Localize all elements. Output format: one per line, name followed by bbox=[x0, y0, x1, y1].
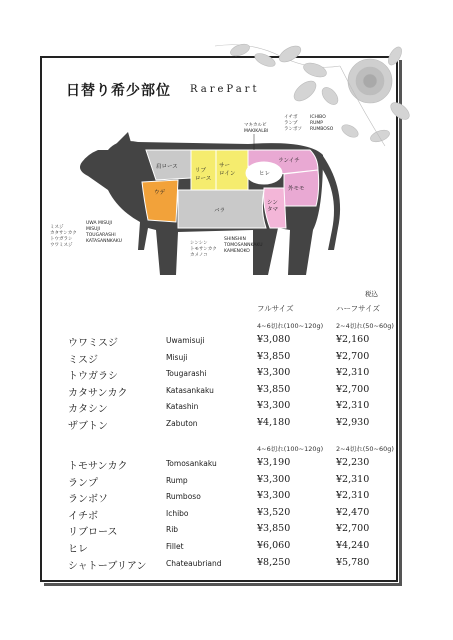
price-half: ¥2,160 bbox=[336, 334, 370, 345]
price-half: ¥2,310 bbox=[336, 473, 370, 485]
price-half: ¥2,700 bbox=[336, 350, 370, 362]
price-full: ¥3,300 bbox=[257, 367, 291, 379]
section2-full-note: 4~6切れ(100~120g) bbox=[257, 445, 324, 453]
cut-udo bbox=[142, 180, 178, 222]
item-name-jp: カタシン bbox=[68, 404, 108, 416]
callout-right-jp-2: ランボソ bbox=[284, 127, 302, 132]
callout-bottom-jp-1: トモサンカク bbox=[190, 247, 217, 252]
label-sotomomo: 外モモ bbox=[288, 186, 305, 192]
price-full: ¥3,080 bbox=[257, 334, 291, 345]
label-shintama-line1: シン bbox=[267, 200, 278, 206]
callout-bottom-en-1: TOMOSANNKAKU bbox=[224, 243, 263, 248]
callout-left-jp-0: ミスジ bbox=[50, 225, 64, 230]
price-full: ¥3,850 bbox=[257, 383, 291, 395]
label-rib-line1: リブ bbox=[195, 168, 207, 174]
item-name-en: Fillet bbox=[166, 542, 184, 551]
callout-right bbox=[284, 114, 334, 132]
price-full: ¥6,060 bbox=[257, 540, 291, 551]
price-full: ¥3,850 bbox=[257, 523, 291, 535]
item-name-jp: ミスジ bbox=[68, 354, 98, 366]
item-name-en: Katasankaku bbox=[166, 385, 214, 395]
price-half: ¥4,240 bbox=[336, 540, 370, 551]
label-hire: ヒレ bbox=[259, 171, 271, 177]
menu-row bbox=[0, 457, 453, 473]
beef-cuts-diagram bbox=[48, 110, 378, 290]
menu-row bbox=[0, 540, 453, 556]
item-name-jp: ウワミスジ bbox=[68, 338, 118, 349]
callout-bottom-en-0: SHINSHIN bbox=[224, 237, 246, 242]
price-half: ¥2,310 bbox=[336, 400, 370, 412]
price-half: ¥5,780 bbox=[336, 556, 370, 568]
price-half: ¥2,700 bbox=[336, 383, 370, 395]
price-full: ¥3,850 bbox=[257, 350, 291, 362]
item-name-en: Rumboso bbox=[166, 492, 201, 502]
callout-right-jp-1: ランプ bbox=[284, 121, 298, 126]
menu-row bbox=[0, 507, 453, 523]
item-name-en: Misuji bbox=[166, 352, 188, 362]
callout-left-jp-2: トウガラシ bbox=[50, 237, 73, 242]
section2-half-note: 2~4切れ(50~60g) bbox=[336, 445, 394, 453]
section1-half-note: 2~4切れ(50~60g) bbox=[336, 322, 394, 330]
menu-subtitle: RarePart bbox=[190, 84, 260, 95]
section1-full-note: 4~6切れ(100~120g) bbox=[257, 322, 324, 330]
item-name-jp: カタサンカク bbox=[68, 387, 128, 399]
menu-row bbox=[0, 351, 453, 367]
callout-bottom-jp-0: シンシン bbox=[190, 241, 208, 246]
price-full: ¥8,250 bbox=[257, 556, 291, 568]
menu-row bbox=[0, 523, 453, 539]
price-full: ¥3,300 bbox=[257, 490, 291, 502]
callout-left bbox=[50, 220, 122, 248]
price-full: ¥3,300 bbox=[257, 473, 291, 485]
full-size-header: フルサイズ bbox=[257, 304, 294, 313]
item-name-jp: ヒレ bbox=[68, 544, 88, 555]
item-name-en: Rump bbox=[166, 475, 188, 485]
menu-row bbox=[0, 367, 453, 383]
item-name-en: Rib bbox=[166, 525, 179, 535]
menu-row bbox=[0, 490, 453, 506]
price-full: ¥4,180 bbox=[257, 417, 291, 428]
callout-left-en-0: UWA MISUJI bbox=[86, 221, 113, 226]
item-name-en: Zabuton bbox=[166, 419, 198, 428]
item-name-jp: ランボソ bbox=[68, 494, 108, 506]
label-ranichi: ランイチ bbox=[278, 158, 300, 164]
callout-right-en-0: ICHIBO bbox=[310, 115, 326, 120]
item-name-jp: イチボ bbox=[68, 510, 98, 522]
callout-bottom bbox=[190, 236, 263, 258]
item-name-en: Uwamisuji bbox=[166, 336, 205, 345]
item-name-jp: トウガラシ bbox=[68, 371, 118, 383]
half-size-header: ハーフサイズ bbox=[336, 304, 381, 313]
menu-row bbox=[0, 334, 453, 350]
label-shintama-line2: タマ bbox=[267, 207, 279, 213]
item-name-jp: リブロース bbox=[68, 527, 118, 539]
callout-left-jp-1: カタサンカク bbox=[50, 231, 77, 236]
callout-left-en-3: KATASANNKAKU bbox=[86, 239, 122, 244]
tax-included-note: 税込 bbox=[365, 290, 378, 298]
menu-row bbox=[0, 417, 453, 433]
callout-left-en-1: MISUJI bbox=[86, 227, 101, 232]
callout-top-jp: マキカルビ bbox=[244, 123, 267, 128]
price-half: ¥2,310 bbox=[336, 367, 370, 379]
item-name-en: Tomosankaku bbox=[166, 459, 217, 468]
item-name-en: Chateaubriand bbox=[166, 558, 222, 568]
item-name-jp: ザブトン bbox=[68, 421, 108, 432]
menu-title: 日替り希少部位 bbox=[66, 83, 171, 99]
label-sirloin-line2: ロイン bbox=[219, 171, 236, 177]
item-name-en: Tougarashi bbox=[166, 369, 207, 379]
label-kata-rosu: 肩ロース bbox=[156, 164, 178, 170]
label-udo: ウデ bbox=[154, 190, 166, 196]
label-rib-line2: ロース bbox=[195, 176, 212, 182]
item-name-jp: トモサンカク bbox=[68, 461, 128, 472]
price-full: ¥3,300 bbox=[257, 400, 291, 412]
cow-ear bbox=[116, 132, 132, 146]
callout-bottom-jp-2: カメノコ bbox=[190, 253, 208, 258]
callout-top-en: MAKIKALBI bbox=[244, 129, 269, 134]
price-half: ¥2,700 bbox=[336, 523, 370, 535]
cut-sirloin bbox=[216, 150, 248, 190]
item-name-en: Ichibo bbox=[166, 508, 189, 518]
callout-left-jp-3: ウワミスジ bbox=[50, 243, 73, 248]
price-full: ¥3,520 bbox=[257, 506, 291, 518]
price-half: ¥2,230 bbox=[336, 457, 370, 468]
item-name-jp: ランプ bbox=[68, 477, 98, 489]
callout-left-en-2: TOUGARASHI bbox=[86, 233, 116, 238]
callout-right-jp-0: イチボ bbox=[284, 115, 298, 120]
item-name-en: Katashin bbox=[166, 402, 199, 412]
menu-row bbox=[0, 557, 453, 573]
label-sirloin-line1: サー bbox=[219, 163, 231, 169]
callout-bottom-en-2: KAMENOKO bbox=[224, 249, 250, 254]
price-half: ¥2,310 bbox=[336, 490, 370, 502]
callout-right-en-1: RUMP bbox=[310, 121, 324, 126]
menu-row bbox=[0, 474, 453, 490]
item-name-jp: シャトーブリアン bbox=[68, 560, 147, 572]
label-bara: バラ bbox=[214, 208, 226, 214]
price-full: ¥3,190 bbox=[257, 457, 291, 468]
menu-row bbox=[0, 384, 453, 400]
callout-right-en-2: RUMBOSO bbox=[310, 127, 334, 132]
price-half: ¥2,470 bbox=[336, 506, 370, 518]
menu-row bbox=[0, 400, 453, 416]
price-half: ¥2,930 bbox=[336, 417, 370, 428]
